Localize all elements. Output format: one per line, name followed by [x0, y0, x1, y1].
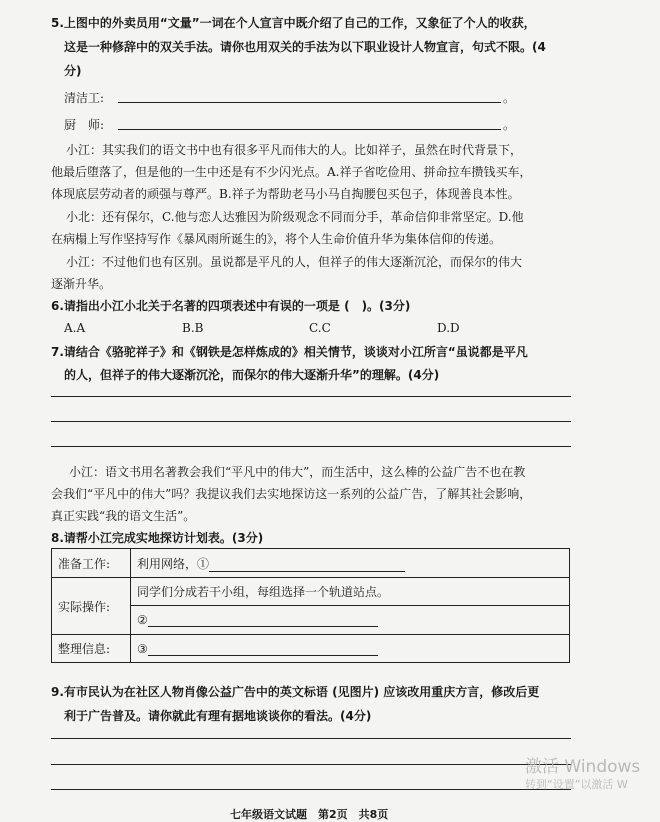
- passage1-p1-line-3: 体现底层劳动者的顽强与尊严。B.祥子为帮助老马小马自掏腰包买包子，体现善良本性。: [51, 187, 520, 201]
- chef-answer-line[interactable]: [118, 129, 501, 130]
- q7-line-1: 7.请结合《骆驼祥子》和《钢铁是怎样炼成的》相关情节，谈谈对小江所言“虽说都是平凡: [51, 345, 528, 359]
- q7-answer-line-1[interactable]: [51, 396, 571, 397]
- q6-option-c[interactable]: C.C: [309, 321, 331, 335]
- sort-blank-marker: ③: [137, 641, 148, 656]
- q6-stem: 6.请指出小江小北关于名著的四项表述中有误的一项是 ( )。(3分): [51, 299, 411, 313]
- action-blank[interactable]: [148, 626, 378, 627]
- q9-answer-line-2[interactable]: [51, 764, 571, 765]
- passage1-p2-line-1: 小北：还有保尔，C.他与恋人达雅因为阶级观念不同而分手，革命信仰非常坚定。D.他: [66, 210, 524, 224]
- sort-cell[interactable]: [131, 635, 570, 663]
- passage2-line-2: 会我们“平凡中的伟大”吗？我提议我们去实地探访这一系列的公益广告，了解其社会影响，: [51, 487, 532, 501]
- passage1-p3-line-1: 小江：不过他们也有区别。虽说都是平凡的人，但祥子的伟大逐渐沉沦，而保尔的伟大: [66, 255, 523, 269]
- passage1-p2-line-2: 在病榻上写作坚持写作《暴风雨所诞生的》，将个人生命价值升华为集体信仰的传递。: [51, 232, 502, 246]
- q9-answer-line-1[interactable]: [51, 738, 571, 739]
- prep-blank[interactable]: [209, 571, 405, 572]
- action-label: 实际操作:: [52, 578, 131, 635]
- q9-answer-line-3[interactable]: [51, 789, 571, 790]
- page-footer: 七年级语文试题 第2页 共8页: [230, 808, 389, 821]
- q6-option-b[interactable]: B.B: [182, 321, 204, 335]
- q7-answer-line-3[interactable]: [51, 446, 571, 447]
- q7-answer-line-2[interactable]: [51, 421, 571, 422]
- q5-line-2: 这是一种修辞中的双关手法。请你也用双关的手法为以下职业设计人物宣言，句式不限。(4: [64, 40, 546, 54]
- q5-line-1: 5.上图中的外卖员用“文量”一词在个人宣言中既介绍了自己的工作，又象征了个人的收获，: [51, 16, 536, 30]
- cleaner-answer-line[interactable]: [118, 102, 501, 103]
- action-cell: 同学们分成若干小组，每组选择一个轨道站点。: [131, 578, 570, 606]
- q6-option-d[interactable]: D.D: [437, 321, 460, 335]
- passage1-p1-line-2: 他最后堕落了，但是他的一生中还是有不少闪光点。A.祥子省吃俭用、拼命拉车攒钱买车，: [51, 165, 532, 179]
- cleaner-label: 清洁工:: [64, 91, 105, 105]
- q9-line-1: 9.有市民认为在社区人物肖像公益广告中的英文标语 (见图片) 应该改用重庆方言，修改后更: [51, 685, 540, 699]
- passage2-line-1: 小江：语文书用名著教会我们“平凡中的伟大”，而生活中，这么棒的公益广告不也在教: [69, 465, 526, 479]
- windows-activation-watermark-title: 激活 Windows: [525, 757, 641, 777]
- q7-line-2: 的人，但祥子的伟大逐渐沉沦，而保尔的伟大逐渐升华”的理解。(4分): [64, 368, 440, 382]
- chef-end-mark: 。: [503, 118, 516, 132]
- passage1-p3-line-2: 逐渐升华。: [51, 277, 112, 291]
- q5-line-3: 分): [64, 64, 82, 78]
- prep-label: 准备工作:: [52, 549, 131, 578]
- q8-stem: 8.请帮小江完成实地探访计划表。(3分): [51, 531, 264, 545]
- passage2-line-3: 真正实践“我的语文生活”。: [51, 509, 196, 523]
- cleaner-end-mark: 。: [503, 91, 516, 105]
- windows-activation-watermark-hint: 转到“设置”以激活 W: [525, 778, 628, 791]
- action-blank-cell[interactable]: [131, 606, 570, 635]
- sort-label: 整理信息:: [52, 635, 131, 663]
- visit-plan-table: [51, 548, 570, 663]
- action-blank-marker: ②: [137, 613, 148, 627]
- passage1-p1-line-1: 小江：其实我们的语文书中也有很多平凡而伟大的人。比如祥子，虽然在时代背景下，: [66, 143, 523, 157]
- sort-blank[interactable]: [148, 655, 378, 656]
- q9-line-2: 利于广告普及。请你就此有理有据地谈谈你的看法。(4分): [64, 709, 372, 723]
- q6-option-a[interactable]: A.A: [64, 321, 86, 335]
- chef-label: 厨 师:: [64, 118, 105, 132]
- prep-text: 利用网络，①: [137, 556, 210, 571]
- prep-cell[interactable]: [131, 549, 570, 578]
